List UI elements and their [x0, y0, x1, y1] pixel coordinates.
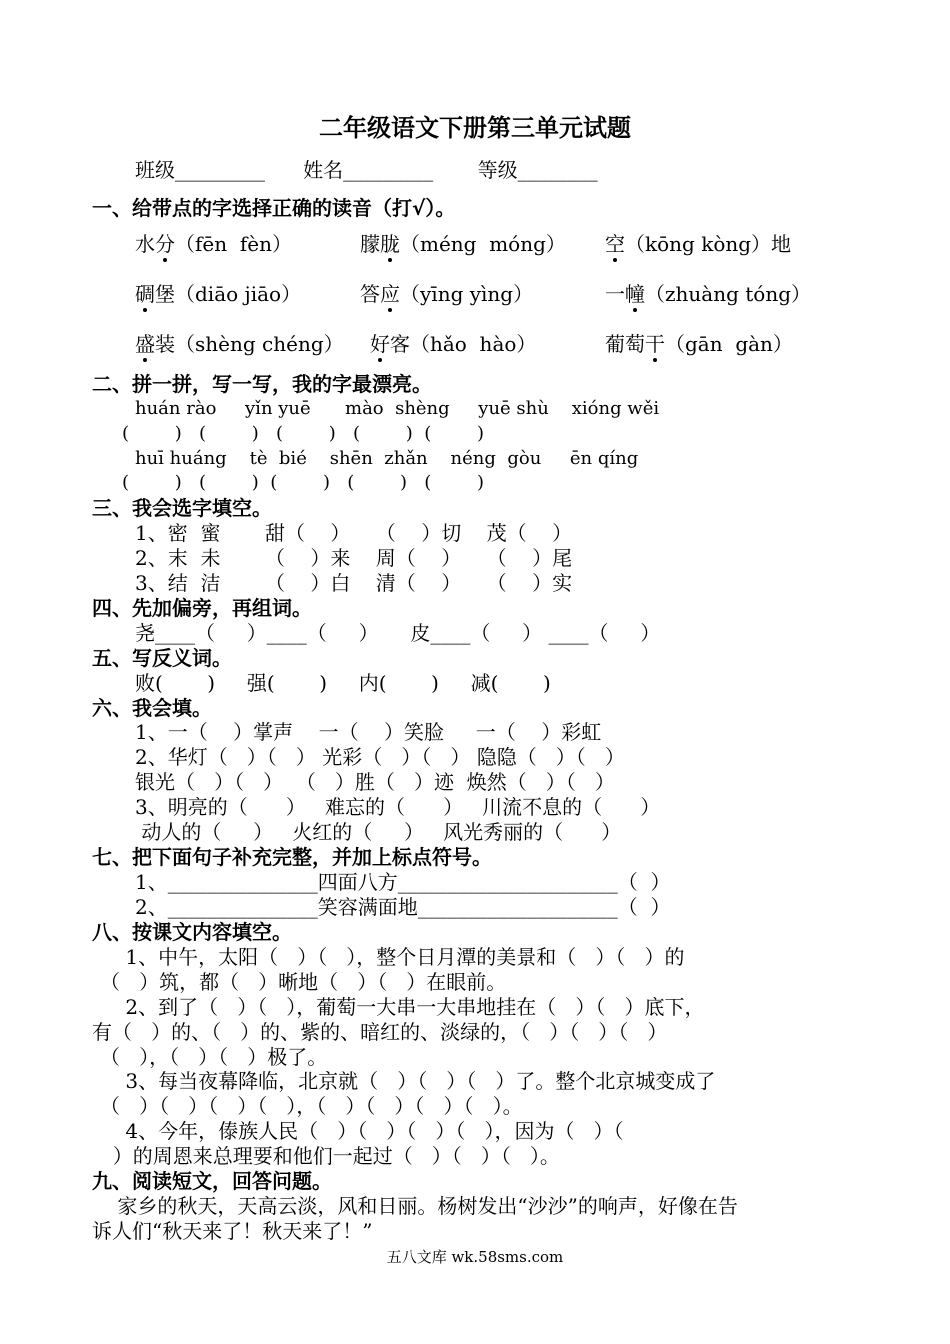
s1-item: 盛装（shèng chéng）: [135, 332, 344, 356]
s3-line: 3、结 洁 （ ）白 清（ ） （ ）实: [135, 571, 573, 595]
s1-item: 葡萄干（gān gàn）: [605, 332, 793, 356]
reading-passage-line: 家乡的秋天，天高云淡，风和日丽。杨树发出“沙沙”的响声，好像在告: [92, 1194, 738, 1218]
section-6-heading: 六、我会填。: [92, 696, 212, 720]
section-9-heading: 九、阅读短文，回答问题。: [92, 1169, 332, 1193]
s8-line: 3、每当夜幕降临，北京就（ ）（ ）（ ）了。整个北京城变成了: [100, 1069, 716, 1093]
s6-line: 2、华灯（ ）（ ） 光彩（ ）（ ） 隐隐（ ）（ ）: [135, 745, 625, 769]
s1-item: 一幢（zhuàng tóng）: [605, 282, 812, 306]
s3-line: 1、密 蜜 甜（ ） （ ）切 茂（ ）: [135, 521, 573, 545]
dotted-char: 盛: [135, 332, 155, 356]
s7-line: 2、_______________笑容满面地____________________（ ）: [135, 895, 671, 919]
section-1-heading: 一、给带点的字选择正确的读音（打√）。: [92, 196, 456, 220]
s8-line: ）的周恩来总理要和他们一起过（ ）（ ）（ ）。: [100, 1144, 560, 1168]
dotted-char: 碉: [135, 282, 155, 306]
section-7-heading: 七、把下面句子补充完整，并加上标点符号。: [92, 845, 492, 869]
s1-item: 水分（fēn fèn）: [135, 232, 292, 256]
s6-line: 3、明亮的（ ） 难忘的（ ） 川流不息的（ ）: [135, 795, 661, 819]
s6-line: 动人的（ ） 火红的（ ） 风光秀丽的（ ）: [135, 820, 622, 844]
s3-line: 2、末 未 （ ）来 周（ ） （ ）尾: [135, 546, 573, 570]
section-3-heading: 三、我会选字填空。: [92, 496, 272, 520]
s8-line: （ ），（ ）（ ）极了。: [100, 1045, 328, 1069]
reading-passage-line: 诉人们“秋天来了！秋天来了！”: [92, 1219, 373, 1243]
dotted-char: 干: [645, 332, 665, 356]
section-4-heading: 四、先加偏旁，再组词。: [92, 596, 312, 620]
dotted-char: 幢: [625, 282, 645, 306]
section-5-heading: 五、写反义词。: [92, 646, 232, 670]
footer-watermark: 五八文库 wk.58sms.com: [386, 1248, 564, 1266]
dotted-char: 分: [155, 232, 175, 256]
answer-parens: ( ) ( ) ( ) ( ) ( ): [122, 472, 485, 493]
s5-line: 败( ) 强( ) 内( ) 减( ): [135, 671, 551, 695]
section-2-heading: 二、拼一拼，写一写，我的字最漂亮。: [92, 372, 432, 396]
page-title: 二年级语文下册第三单元试题: [319, 114, 631, 142]
s8-line: 4、今年，傣族人民（ ）（ ）（ ）（ ），因为（ ）（: [100, 1119, 624, 1143]
s1-item: 答应（yīng yìng）: [360, 282, 534, 306]
section-8-heading: 八、按课文内容填空。: [92, 920, 292, 944]
dotted-char: 好: [370, 332, 390, 356]
s1-item: 朦胧（méng móng）: [360, 232, 566, 256]
s4-line: 尧____（ ）____（ ） 皮____（ ） ____（ ）: [135, 621, 661, 645]
s6-line: 1、一（ ）掌声 一（ ）笑脸 一（ ）彩虹: [135, 720, 602, 744]
pinyin-line: huī huáng tè bié shēn zhǎn néng gòu ēn qíng: [135, 448, 639, 469]
pinyin-line: huán rào yǐn yuē mào shèng yuē shù xióng wěi: [135, 398, 660, 419]
s6-line: 银光（ ）（ ） （ ）胜（ ）迹 焕然（ ）（ ）: [135, 770, 615, 794]
answer-parens: ( ) ( ) ( ) ( ) ( ): [122, 423, 485, 444]
s1-item: 好客（hǎo hào）: [370, 332, 537, 356]
s7-line: 1、_______________四面八方______________________（ ）: [135, 870, 671, 894]
s1-item: 碉堡（diāo jiāo）: [135, 282, 302, 306]
s8-line: 1、中午，太阳（ ）（ ），整个日月潭的美景和（ ）（ ）的: [100, 945, 685, 969]
s8-line: （ ）（ ）（ ）（ ），（ ）（ ）（ ）（ ）。: [100, 1094, 523, 1118]
s8-line: （ ）筑，都（ ）晰地（ ）（ ）在眼前。: [100, 970, 507, 994]
dotted-char: 空: [605, 232, 625, 256]
student-info-line: 班级_________ 姓名_________ 等级________: [135, 158, 598, 182]
dotted-char: 胧: [380, 232, 400, 256]
dotted-char: 应: [380, 282, 400, 306]
s8-line: 2、到了（ ）（ ），葡萄一大串一大串地挂在（ ）（ ）底下，: [100, 995, 705, 1019]
s8-line: 有（ ）的、（ ）的、紫的、暗红的、淡绿的，（ ）（ ）（ ）: [92, 1020, 668, 1044]
s1-item: 空（kōng kòng）地: [605, 232, 792, 256]
